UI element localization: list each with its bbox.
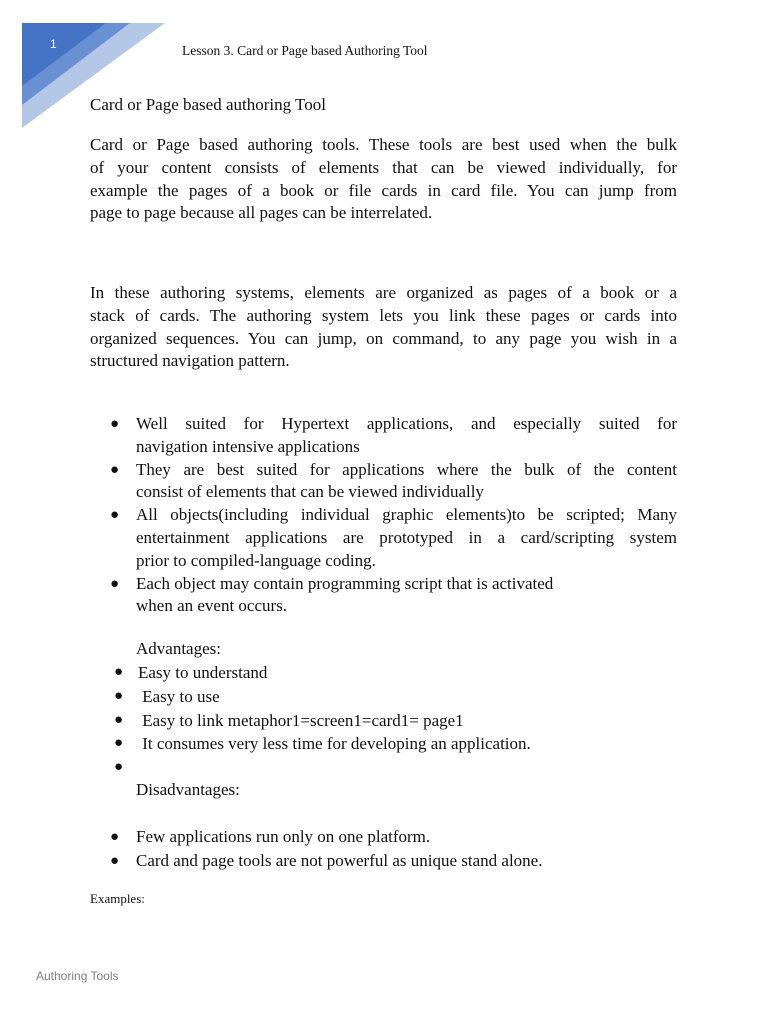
list-item-line: prior to compiled-language coding. — [136, 550, 376, 570]
bullet-icon: ● — [110, 829, 120, 845]
disadvantages-list — [110, 825, 677, 873]
list-item-line: They are best suited for applications where the bulk of the content — [136, 459, 677, 479]
list-item — [114, 732, 674, 756]
list-item — [114, 709, 674, 733]
bullet-icon: ● — [110, 575, 120, 592]
paragraph-line: of your content consists of elements that can be viewed individually, for — [90, 157, 677, 177]
page-number: 1 — [50, 37, 57, 51]
disadvantages-heading: Disadvantages: — [136, 780, 240, 799]
list-item — [114, 756, 674, 780]
header-title: Lesson 3. Card or Page based Authoring Tool — [182, 43, 428, 58]
list-item-line: entertainment applications are prototyped in a card/scripting system — [136, 527, 677, 547]
list-item-text: Easy to use — [138, 686, 220, 706]
list-item-text: It consumes very less time for developing an application. — [138, 734, 531, 754]
bullet-icon: ● — [114, 664, 124, 680]
paragraph-line: organized sequences. You can jump, on command, to any page you wish in a — [90, 328, 677, 348]
list-item — [110, 459, 677, 505]
bullet-icon: ● — [110, 416, 120, 432]
list-item-text: Card and page tools are not powerful as unique stand alone. — [136, 851, 543, 870]
list-item-text: Few applications run only on one platform. — [136, 827, 431, 846]
paragraph-line: structured navigation pattern. — [90, 351, 290, 371]
list-item — [110, 825, 677, 849]
bullet-icon: ● — [110, 507, 120, 524]
features-list — [110, 413, 677, 618]
list-item-line: consist of elements that can be viewed individually — [136, 482, 484, 502]
bullet-icon: ● — [114, 759, 124, 776]
list-item — [110, 413, 677, 459]
bullet-icon: ● — [110, 853, 120, 869]
list-item — [110, 504, 677, 572]
list-item — [114, 661, 674, 685]
list-item-line: Well suited for Hypertext applications, and especially suited for — [136, 414, 677, 433]
list-item-line: Each object may contain programming script that is activated — [136, 573, 554, 593]
section-title: Card or Page based authoring Tool — [90, 95, 326, 114]
systems-paragraph — [90, 282, 677, 373]
paragraph-line: stack of cards. The authoring system lets you link these pages or cards into — [90, 305, 677, 325]
list-item — [114, 685, 674, 709]
paragraph-line: page to page because all pages can be interrelated. — [90, 203, 433, 223]
advantages-list — [114, 661, 674, 780]
bullet-icon: ● — [114, 687, 124, 704]
list-item-text: Easy to link metaphor1=screen1=card1= page1 — [138, 710, 464, 730]
bullet-icon: ● — [114, 735, 124, 752]
list-item-text: Easy to understand — [138, 663, 268, 682]
bullet-icon: ● — [114, 711, 124, 728]
footer-text: Authoring Tools — [36, 969, 119, 983]
list-item-line: navigation intensive applications — [136, 436, 360, 456]
examples-label: Examples: — [90, 891, 145, 906]
list-item — [110, 849, 677, 873]
bullet-icon: ● — [110, 461, 120, 478]
advantages-heading: Advantages: — [136, 639, 221, 658]
list-item-line: when an event occurs. — [136, 596, 288, 616]
paragraph-line: Card or Page based authoring tools. These tools are best used when the bulk — [90, 135, 677, 154]
list-item-line: All objects(including individual graphic elements)to be scripted; Many — [136, 505, 677, 525]
list-item — [110, 573, 677, 619]
paragraph-line: In these authoring systems, elements are organized as pages of a book or a — [90, 283, 677, 302]
paragraph-line: example the pages of a book or file cards in card file. You can jump from — [90, 180, 677, 200]
intro-paragraph — [90, 134, 677, 225]
